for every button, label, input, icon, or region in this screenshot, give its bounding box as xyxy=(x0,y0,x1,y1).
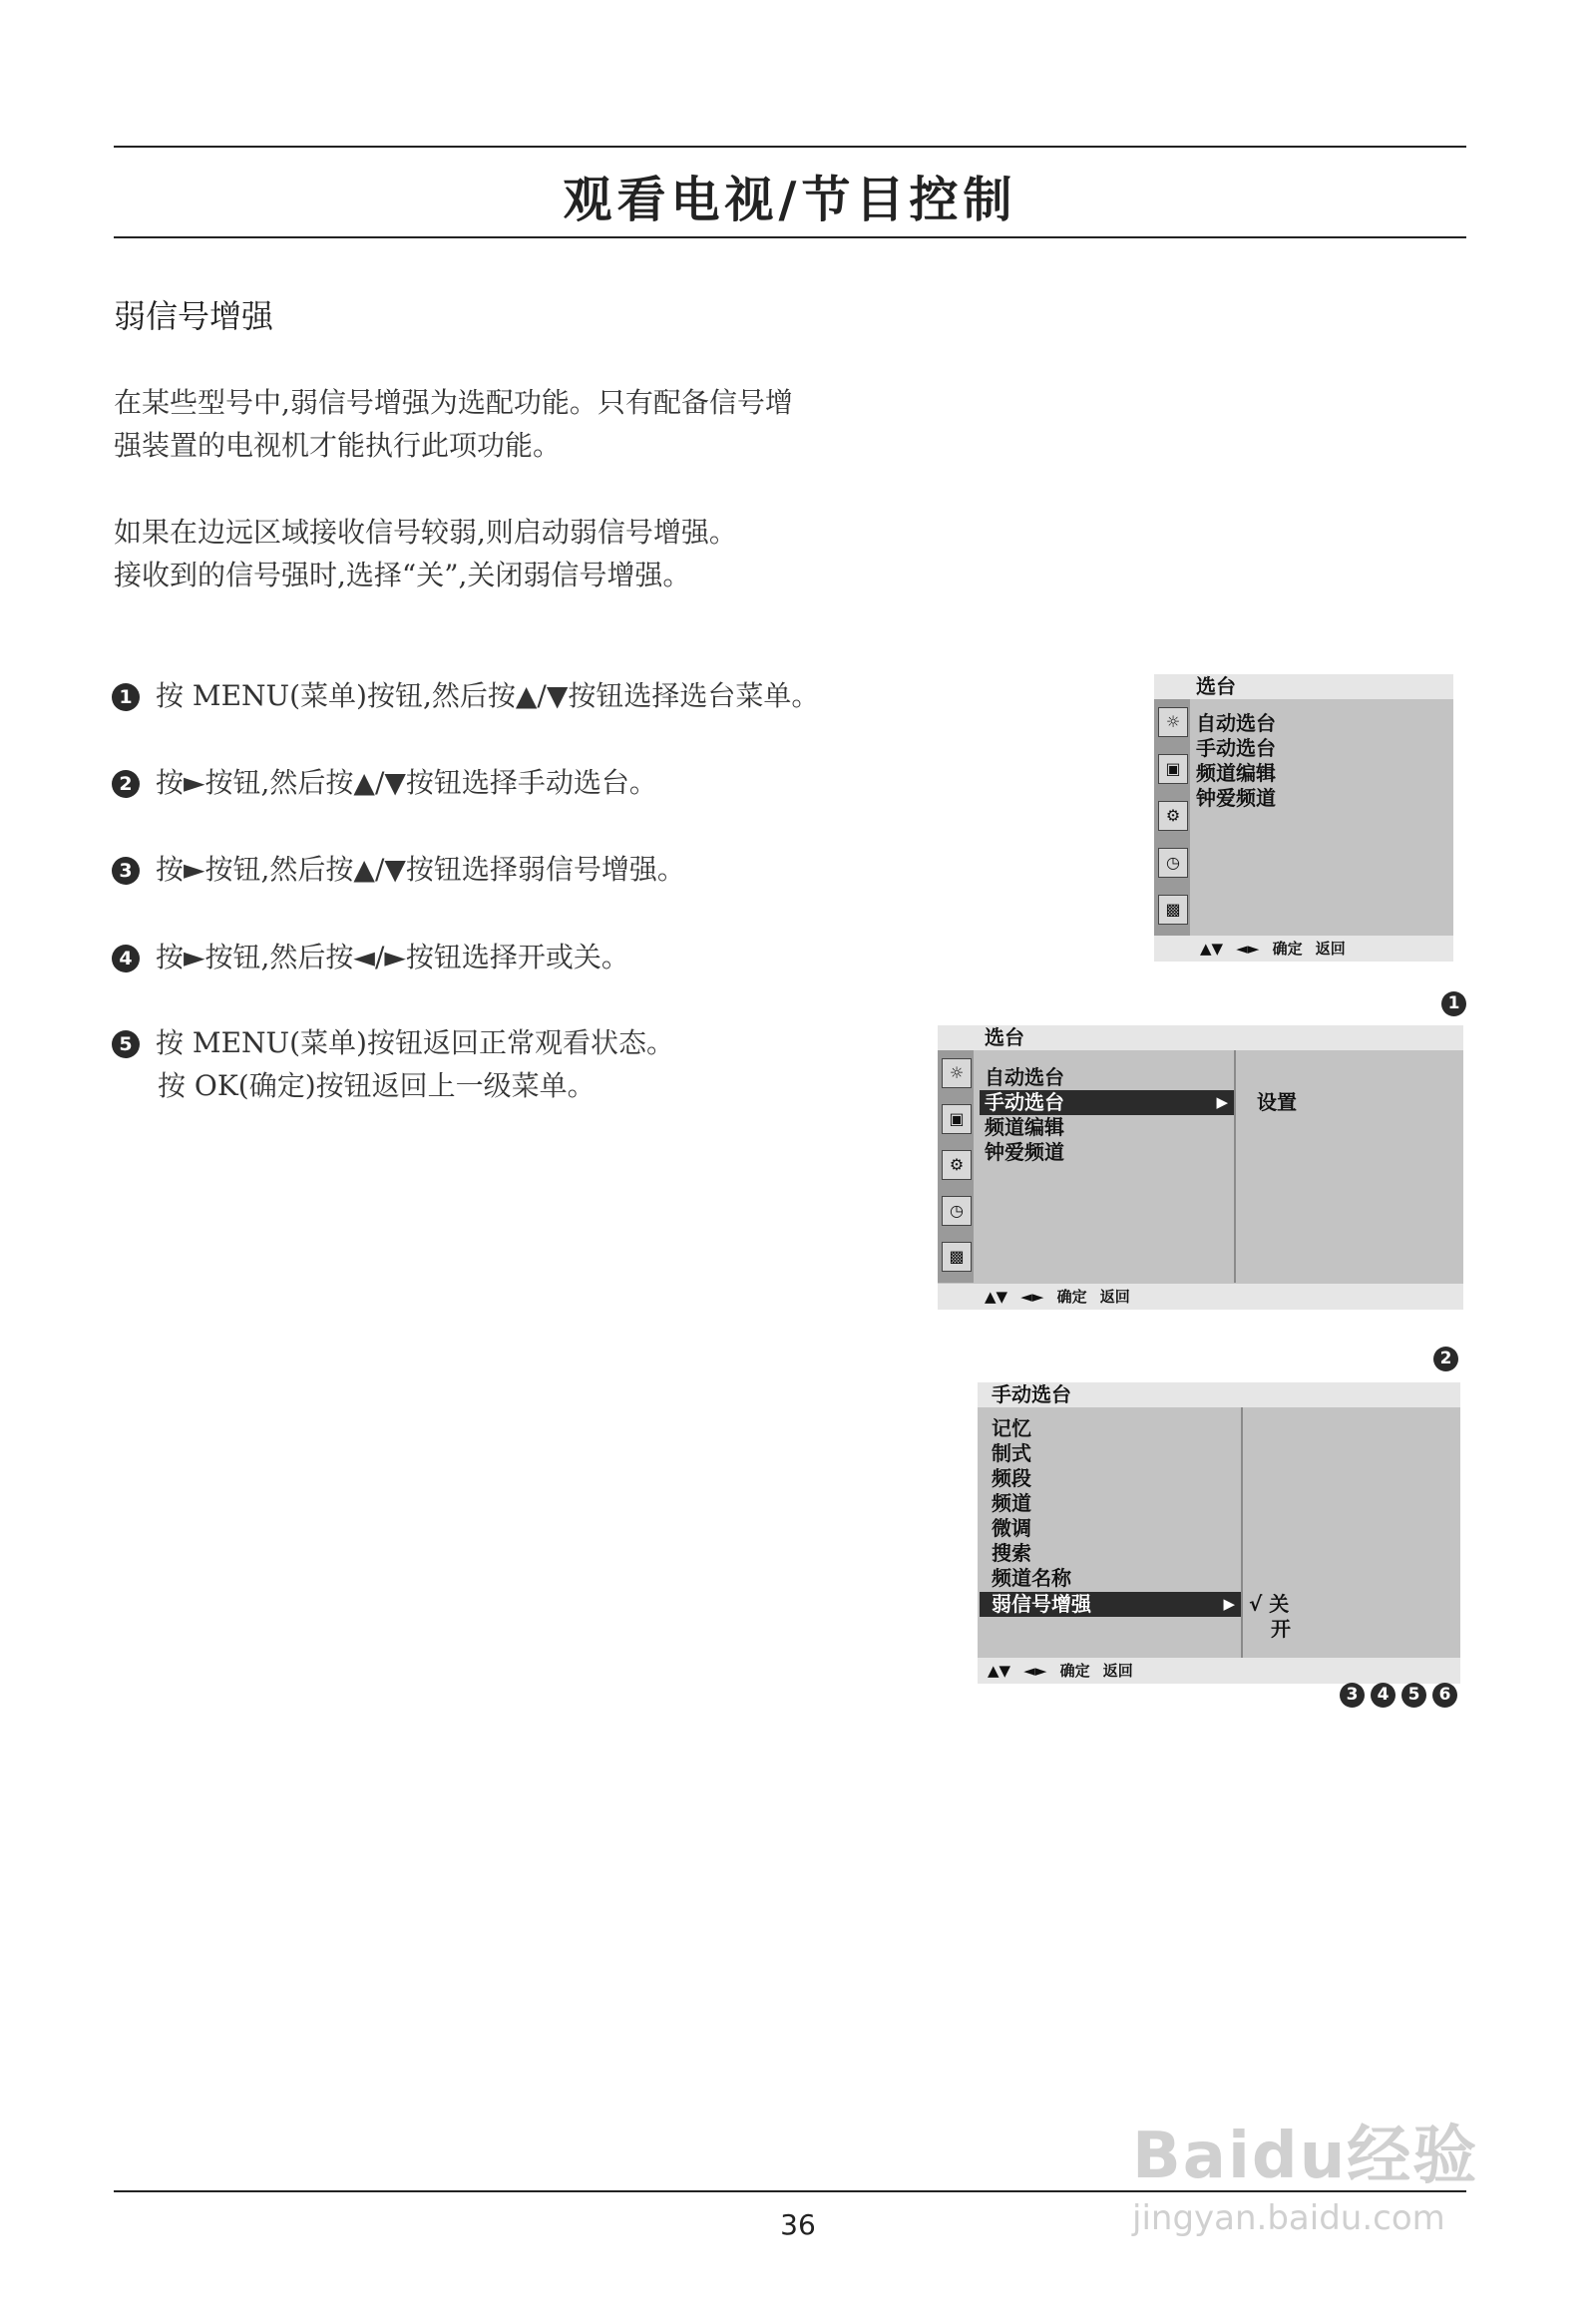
watermark-main: Baidu经验 xyxy=(1132,2120,1479,2193)
menu-divider xyxy=(1241,1407,1243,1658)
option-on[interactable]: 开 xyxy=(1271,1617,1291,1641)
picture-icon: ▣ xyxy=(1158,754,1188,784)
step-text: 按 MENU(菜单)按钮,然后按▲/▼按钮选择选台菜单。 xyxy=(156,679,820,712)
menu-icon-column xyxy=(1154,699,1190,936)
menu-item[interactable]: 自动选台 xyxy=(1196,711,1276,735)
paragraph-2 xyxy=(114,511,737,596)
title-rule xyxy=(114,236,1466,238)
menu-item-label: 手动选台 xyxy=(985,1090,1064,1114)
menu-title: 手动选台 xyxy=(978,1382,1460,1407)
menu-item[interactable]: 记忆 xyxy=(992,1416,1031,1440)
page-number: 36 xyxy=(780,2208,816,2241)
menu-item[interactable]: 制式 xyxy=(992,1441,1031,1465)
settings-icon: ⚙ xyxy=(942,1150,972,1180)
menu-item[interactable]: 频道 xyxy=(992,1491,1031,1515)
paragraph-2-line-2: 接收到的信号强时,选择“关”,关闭弱信号增强。 xyxy=(114,559,691,591)
menu-item[interactable]: 钟爱频道 xyxy=(1196,786,1276,810)
special-icon: ▩ xyxy=(1158,895,1188,925)
menu-item[interactable]: 频道名称 xyxy=(992,1566,1071,1590)
menu-item[interactable]: 频道编辑 xyxy=(985,1115,1064,1139)
step-4 xyxy=(112,936,629,978)
menu-item-label: 弱信号增强 xyxy=(992,1592,1091,1616)
step-number: 1 xyxy=(112,683,140,711)
menu-footer: ▲▼ ◄► 确定 返回 xyxy=(938,1284,1463,1310)
right-arrow-icon: ▶ xyxy=(1223,1595,1235,1613)
figure-badge-5: 5 xyxy=(1401,1683,1426,1708)
menu-item[interactable]: 搜索 xyxy=(992,1541,1031,1565)
step-5 xyxy=(112,1021,674,1107)
figure-badge-6: 6 xyxy=(1432,1683,1457,1708)
paragraph-1 xyxy=(114,381,793,467)
special-icon: ▩ xyxy=(942,1242,972,1272)
osd-menu-channel-setup xyxy=(1154,674,1453,962)
step-2 xyxy=(112,761,657,804)
menu-divider xyxy=(1234,1050,1236,1283)
menu-item[interactable]: 手动选台 xyxy=(1196,736,1276,760)
step-text: 按►按钮,然后按◄/►按钮选择开或关。 xyxy=(156,941,629,973)
step-text: 按►按钮,然后按▲/▼按钮选择手动选台。 xyxy=(156,766,657,799)
menu-footer: ▲▼ ◄► 确定 返回 xyxy=(1154,936,1453,962)
step-text-line-2: 按 OK(确定)按钮返回上一级菜单。 xyxy=(158,1069,596,1102)
timer-icon: ◷ xyxy=(1158,848,1188,878)
step-1 xyxy=(112,674,819,717)
step-number: 3 xyxy=(112,857,140,885)
figure-badge-4: 4 xyxy=(1371,1683,1396,1708)
osd-menu-manual-tuning xyxy=(978,1382,1460,1684)
settings-icon: ⚙ xyxy=(1158,801,1188,831)
watermark-url: jingyan.baidu.com xyxy=(1132,2198,1445,2238)
submenu-value[interactable]: 设置 xyxy=(1257,1090,1297,1114)
step-number: 2 xyxy=(112,770,140,798)
paragraph-1-line-2: 强装置的电视机才能执行此项功能。 xyxy=(114,429,562,462)
right-arrow-icon: ▶ xyxy=(1216,1093,1228,1111)
menu-title: 选台 xyxy=(1154,674,1453,699)
menu-item-highlighted[interactable] xyxy=(980,1090,1234,1115)
menu-item-highlighted[interactable] xyxy=(980,1592,1241,1617)
watermark-logo xyxy=(1132,2105,1478,2238)
step-text: 按►按钮,然后按▲/▼按钮选择弱信号增强。 xyxy=(156,853,685,886)
timer-icon: ◷ xyxy=(942,1196,972,1226)
section-heading: 弱信号增强 xyxy=(114,297,274,335)
menu-item[interactable]: 微调 xyxy=(992,1516,1031,1540)
page-title: 观看电视/节目控制 xyxy=(563,172,1017,228)
picture-icon: ▣ xyxy=(942,1104,972,1134)
step-text: 按 MENU(菜单)按钮返回正常观看状态。 xyxy=(156,1026,674,1059)
menu-item[interactable]: 自动选台 xyxy=(985,1065,1064,1089)
channel-icon: ☼ xyxy=(1158,707,1188,737)
paragraph-1-line-1: 在某些型号中,弱信号增强为选配功能。只有配备信号增 xyxy=(114,386,793,419)
osd-menu-channel-setup-manual xyxy=(938,1025,1463,1310)
option-off-selected[interactable]: √ 关 xyxy=(1249,1592,1290,1616)
figure-badge-1: 1 xyxy=(1441,991,1466,1016)
paragraph-2-line-1: 如果在边远区域接收信号较弱,则启动弱信号增强。 xyxy=(114,516,737,549)
menu-item[interactable]: 频段 xyxy=(992,1466,1031,1490)
menu-footer: ▲▼ ◄► 确定 返回 xyxy=(978,1658,1460,1684)
step-number: 4 xyxy=(112,945,140,972)
top-rule xyxy=(114,146,1466,148)
menu-item[interactable]: 频道编辑 xyxy=(1196,761,1276,785)
step-number: 5 xyxy=(112,1030,140,1058)
channel-icon: ☼ xyxy=(942,1058,972,1088)
menu-item[interactable]: 钟爱频道 xyxy=(985,1140,1064,1164)
menu-title: 选台 xyxy=(938,1025,1463,1050)
menu-icon-column xyxy=(938,1050,974,1283)
figure-badge-2: 2 xyxy=(1433,1347,1458,1371)
step-3 xyxy=(112,848,685,891)
figure-badge-3: 3 xyxy=(1340,1683,1365,1708)
